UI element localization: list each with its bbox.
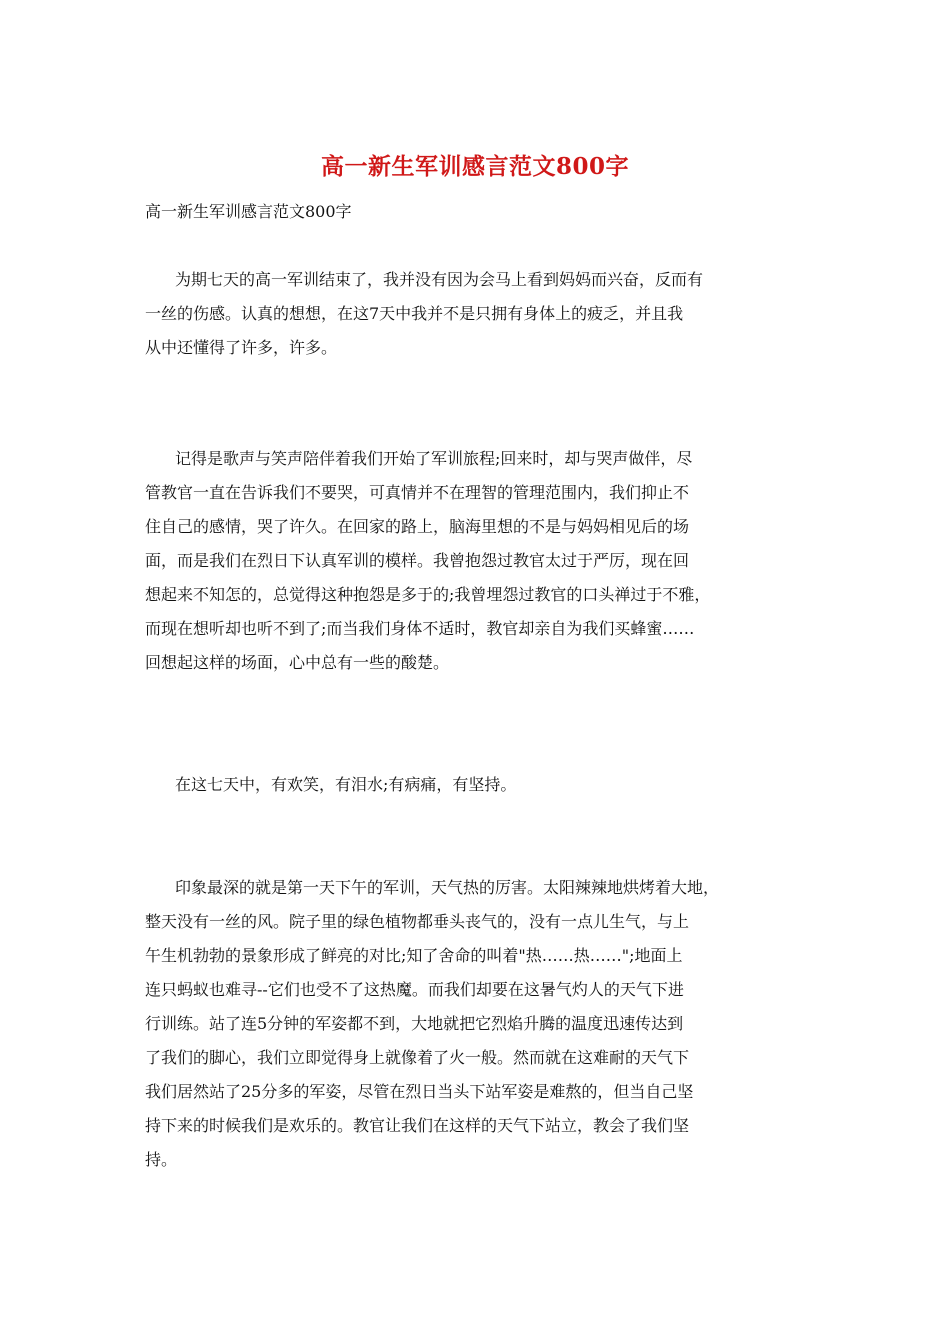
paragraph-4 <box>145 871 815 1177</box>
paragraph-line: 我们居然站了25分多的军姿，尽管在烈日当头下站军姿是难熬的，但当自己坚 <box>145 1082 694 1101</box>
paragraph-line: 在这七天中，有欢笑，有泪水;有病痛，有坚持。 <box>175 775 517 794</box>
paragraph-line: 整天没有一丝的风。院子里的绿色植物都垂头丧气的，没有一点儿生气，与上 <box>145 912 690 931</box>
document-subtitle: 高一新生军训感言范文800字 <box>145 202 352 221</box>
paragraph-line: 而现在想听却也听不到了;而当我们身体不适时，教官却亲自为我们买蜂蜜…… <box>145 619 695 638</box>
paragraph-line: 为期七天的高一军训结束了，我并没有因为会马上看到妈妈而兴奋，反而有 <box>175 270 704 289</box>
paragraph-3 <box>145 768 815 802</box>
paragraph-line: 持。 <box>145 1150 178 1169</box>
paragraph-line: 印象最深的就是第一天下午的军训，天气热的厉害。太阳辣辣地烘烤着大地， <box>175 878 720 897</box>
paragraph-line: 持下来的时候我们是欢乐的。教官让我们在这样的天气下站立，教会了我们坚 <box>145 1116 690 1135</box>
paragraph-line: 回想起这样的场面，心中总有一些的酸楚。 <box>145 653 450 672</box>
paragraph-line: 了我们的脚心，我们立即觉得身上就像着了火一般。然而就在这难耐的天气下 <box>145 1048 690 1067</box>
paragraph-line: 想起来不知怎的，总觉得这种抱怨是多于的;我曾埋怨过教官的口头禅过于不雅， <box>145 585 711 604</box>
paragraph-2 <box>145 442 815 680</box>
paragraph-line: 一丝的伤感。认真的想想，在这7天中我并不是只拥有身体上的疲乏，并且我 <box>145 304 684 323</box>
paragraph-line: 从中还懂得了许多，许多。 <box>145 338 338 357</box>
paragraph-line: 连只蚂蚁也难寻--它们也受不了这热魔。而我们却要在这暑气灼人的天气下进 <box>145 980 684 999</box>
paragraph-line: 住自己的感情，哭了许久。在回家的路上，脑海里想的不是与妈妈相见后的场 <box>145 517 690 536</box>
paragraph-1 <box>145 263 815 365</box>
paragraph-line: 午生机勃勃的景象形成了鲜亮的对比;知了舍命的叫着"热……热……";地面上 <box>145 946 683 965</box>
paragraph-line: 管教官一直在告诉我们不要哭，可真情并不在理智的管理范围内，我们抑止不 <box>145 483 690 502</box>
document-title: 高一新生军训感言范文800字 <box>320 153 629 180</box>
paragraph-line: 行训练。站了连5分钟的军姿都不到，大地就把它烈焰升腾的温度迅速传达到 <box>145 1014 684 1033</box>
paragraph-line: 记得是歌声与笑声陪伴着我们开始了军训旅程;回来时，却与哭声做伴，尽 <box>175 449 693 468</box>
paragraph-line: 面，而是我们在烈日下认真军训的模样。我曾抱怨过教官太过于严厉，现在回 <box>145 551 690 570</box>
